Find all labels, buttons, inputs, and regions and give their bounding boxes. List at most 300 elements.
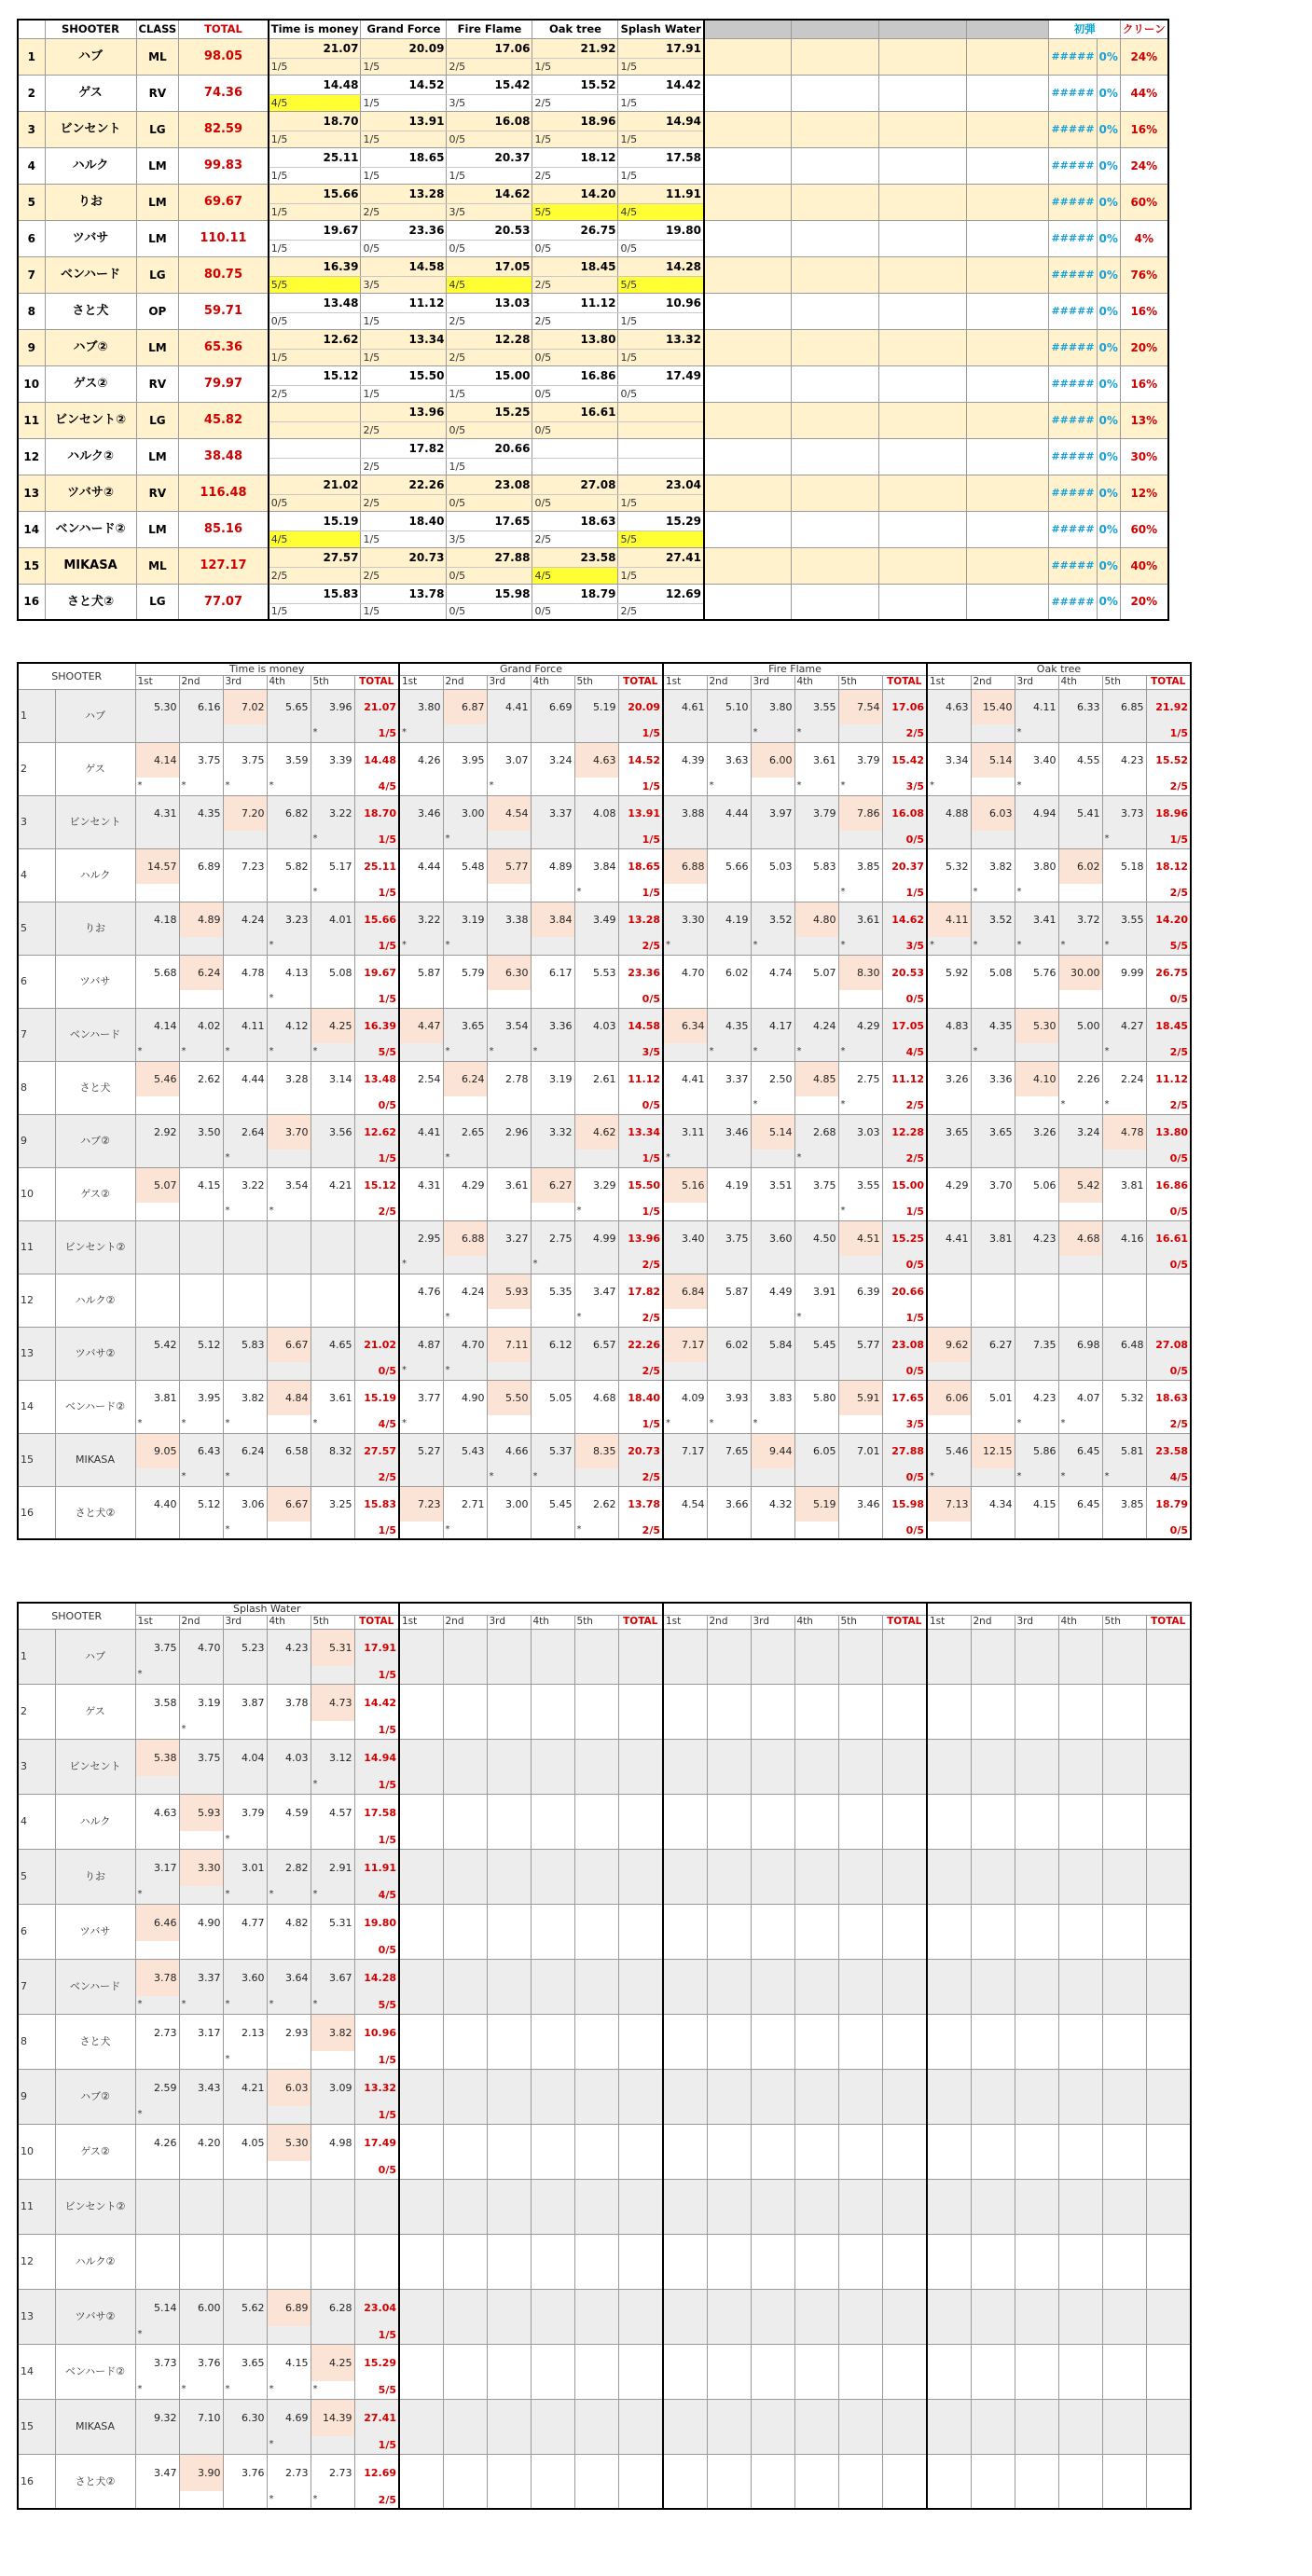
blank-cell: [967, 511, 1049, 547]
shot-time: [707, 2014, 751, 2051]
shot-time: [794, 2069, 838, 2106]
shot-mark: [927, 1721, 971, 1739]
shot-time: 3.14: [311, 1061, 354, 1096]
shooter-name: ビンセント②: [55, 2179, 135, 2234]
shot-time: 3.03: [838, 1114, 882, 1150]
shot-mark: [1058, 1362, 1102, 1380]
stage-time: 16.08: [447, 111, 532, 131]
stage-score: [618, 1831, 663, 1849]
shot-mark: [663, 1309, 707, 1327]
shot-mark: [135, 2216, 179, 2234]
shot-time: 4.24: [443, 1274, 487, 1309]
stage-ratio: 0/5: [447, 494, 532, 511]
shot-mark: [399, 1096, 443, 1114]
shot-time: 3.46: [707, 1114, 751, 1150]
shot-mark: [531, 2216, 574, 2234]
shot-time: 6.17: [531, 955, 574, 990]
shot-time: [1015, 1959, 1058, 1996]
stage-total: 14.48: [354, 742, 399, 778]
shot-time: 5.83: [794, 848, 838, 884]
shot-time: 4.44: [707, 795, 751, 831]
shot-time: 9.44: [751, 1433, 794, 1468]
stage-time: 25.11: [269, 147, 361, 167]
stage-ratio: 1/5: [361, 312, 447, 329]
shot-mark: [179, 2436, 223, 2454]
shot-mark: [399, 2051, 443, 2069]
shot-mark: [443, 1996, 487, 2014]
shot-mark: [927, 1309, 971, 1327]
stage-time: 23.58: [532, 547, 618, 567]
shot-mark: *: [1015, 724, 1058, 742]
shot-time: 6.45: [1058, 1433, 1102, 1468]
stage-score: 1/5: [354, 1831, 399, 1849]
summary-row: [18, 256, 1168, 276]
stage-ratio: 4/5: [269, 530, 361, 547]
shot-time: 6.67: [267, 1486, 311, 1522]
shot-time: [1058, 1274, 1102, 1309]
stage-score: [618, 1941, 663, 1959]
shot-mark: *: [838, 778, 882, 795]
shot-mark: [179, 1256, 223, 1274]
shot-mark: [223, 937, 267, 955]
shot-mark: [223, 1666, 267, 1684]
shot-mark: [794, 1256, 838, 1274]
shot-time: 14.39: [311, 2399, 354, 2436]
shot-mark: [179, 2271, 223, 2289]
shot-mark: [751, 2326, 794, 2344]
stage-total: [1146, 1849, 1191, 1886]
shot-mark: [838, 1362, 882, 1380]
shot-mark: [1058, 1203, 1102, 1220]
stage-time: 22.26: [361, 475, 447, 494]
stage-time: 12.69: [618, 584, 704, 603]
shot-mark: [794, 1415, 838, 1433]
shot-time: [267, 1220, 311, 1256]
header-shot: 2nd: [707, 1615, 751, 1629]
stage-ratio: 0/5: [447, 603, 532, 620]
shot-mark: [135, 831, 179, 848]
shot-mark: [135, 1256, 179, 1274]
row-number: 9: [18, 329, 45, 365]
stage-total: [354, 1220, 399, 1256]
shot-time: [927, 2344, 971, 2381]
shooter-name: さと犬: [55, 1061, 135, 1114]
first-shot-percent: 0%: [1097, 293, 1120, 329]
shot-time: 7.54: [838, 689, 882, 724]
shot-mark: [487, 1203, 531, 1220]
shot-mark: *: [443, 1043, 487, 1061]
shot-time: 3.59: [267, 742, 311, 778]
stage-score: 0/5: [882, 1362, 927, 1380]
blank-cell: [704, 402, 792, 438]
shot-mark: [399, 1831, 443, 1849]
shot-time: 3.24: [531, 742, 574, 778]
stage-total: 14.52: [618, 742, 663, 778]
shot-time: [531, 2454, 574, 2491]
shot-mark: [971, 2271, 1015, 2289]
shot-time: 5.05: [531, 1380, 574, 1415]
stage-score: 0/5: [618, 1096, 663, 1114]
stage-ratio: 0/5: [447, 567, 532, 584]
shot-mark: *: [223, 1831, 267, 1849]
hash-value: #####: [1049, 402, 1097, 438]
shot-time: 4.16: [1102, 1220, 1146, 1256]
stage-total: 14.20: [1146, 902, 1191, 937]
shot-mark: [531, 2326, 574, 2344]
shooter-name: ツバサ②: [55, 2289, 135, 2344]
blank-cell: [704, 475, 792, 511]
shooter-name: ハルク②: [55, 1274, 135, 1327]
total-time: 99.83: [179, 147, 269, 184]
shot-mark: [223, 1721, 267, 1739]
shot-time: [443, 2124, 487, 2161]
shot-mark: [1102, 724, 1146, 742]
shot-time: 4.47: [399, 1008, 443, 1043]
shot-mark: *: [267, 2381, 311, 2399]
shot-time: [1102, 2124, 1146, 2161]
shot-time: 3.80: [1015, 848, 1058, 884]
stage-total: 17.91: [354, 1629, 399, 1666]
stage-score: [1146, 1996, 1191, 2014]
shot-mark: [179, 1309, 223, 1327]
shot-mark: [971, 1309, 1015, 1327]
stage-time: 15.12: [269, 365, 361, 385]
row-number: 12: [18, 2234, 55, 2289]
shot-time: 3.01: [223, 1849, 267, 1886]
shot-time: [531, 1739, 574, 1776]
stage-total: 14.94: [354, 1739, 399, 1776]
shot-mark: [574, 1831, 618, 1849]
header-shot: 4th: [267, 675, 311, 689]
shot-time: [443, 1629, 487, 1666]
shot-time: 3.26: [927, 1061, 971, 1096]
header-shot: 5th: [838, 675, 882, 689]
shot-time: 5.08: [971, 955, 1015, 990]
shot-time: [223, 2179, 267, 2216]
stage-score: 1/5: [618, 831, 663, 848]
shot-time: [574, 2069, 618, 2106]
shot-mark: [794, 937, 838, 955]
stage-score: [618, 2051, 663, 2069]
clean-percent: 30%: [1120, 438, 1167, 475]
shot-mark: [443, 778, 487, 795]
stage-score: 2/5: [1146, 778, 1191, 795]
row-number: 13: [18, 2289, 55, 2344]
shot-mark: [531, 2051, 574, 2069]
shot-time: 6.16: [179, 689, 223, 724]
shot-mark: [707, 2381, 751, 2399]
hash-value: #####: [1049, 365, 1097, 402]
shot-time: [1102, 2454, 1146, 2491]
stage-score: 3/5: [882, 778, 927, 795]
shot-mark: *: [311, 831, 354, 848]
shot-time: 3.22: [223, 1167, 267, 1203]
header-shot: 2nd: [971, 675, 1015, 689]
shot-mark: *: [971, 1043, 1015, 1061]
stage-time: 18.40: [361, 511, 447, 530]
stage-score: [618, 2106, 663, 2124]
shot-mark: [927, 2106, 971, 2124]
shot-time: [399, 1684, 443, 1721]
shot-mark: [971, 990, 1015, 1008]
shot-mark: *: [311, 2491, 354, 2509]
shot-time: [838, 2344, 882, 2381]
shooter-class: RV: [136, 75, 179, 111]
stage-score: [1146, 2491, 1191, 2509]
shot-mark: *: [311, 724, 354, 742]
stage-total: [882, 2014, 927, 2051]
blank-cell: [704, 220, 792, 256]
shot-mark: [1102, 1941, 1146, 1959]
shot-time: [487, 1959, 531, 1996]
stage-time: 14.62: [447, 184, 532, 203]
hash-value: #####: [1049, 75, 1097, 111]
header-stage-group: Time is money: [135, 663, 399, 675]
shot-time: 4.87: [399, 1327, 443, 1362]
shot-time: [971, 2454, 1015, 2491]
row-number: 10: [18, 365, 45, 402]
shooter-name: ベンハード②: [45, 511, 136, 547]
shot-time: 4.89: [531, 848, 574, 884]
shot-mark: [1015, 1362, 1058, 1380]
summary-row: [18, 220, 1168, 240]
stage-score: 1/5: [1146, 831, 1191, 848]
shot-mark: [443, 2106, 487, 2124]
shot-mark: [751, 2161, 794, 2179]
stage-score: [882, 2381, 927, 2399]
shot-time: 5.41: [1058, 795, 1102, 831]
stage-score: [618, 2216, 663, 2234]
shot-time: 3.11: [663, 1114, 707, 1150]
row-number: 14: [18, 2344, 55, 2399]
stage-total: [354, 2234, 399, 2271]
blank-cell: [967, 184, 1049, 220]
shot-mark: [574, 990, 618, 1008]
shooter-name: りお: [55, 902, 135, 955]
stage-ratio: 1/5: [447, 385, 532, 402]
shot-mark: [707, 1941, 751, 1959]
shot-time: 3.65: [971, 1114, 1015, 1150]
shot-time: 4.35: [971, 1008, 1015, 1043]
shot-mark: [487, 1150, 531, 1167]
shot-time: [1058, 2454, 1102, 2491]
shot-mark: [1058, 1996, 1102, 2014]
shot-time: [751, 1739, 794, 1776]
shot-time: 5.01: [971, 1380, 1015, 1415]
shot-mark: [971, 1666, 1015, 1684]
shot-time: 3.79: [223, 1794, 267, 1831]
shot-time: 5.07: [135, 1167, 179, 1203]
row-number: 13: [18, 475, 45, 511]
shot-mark: [971, 2161, 1015, 2179]
shot-mark: [1058, 1666, 1102, 1684]
shot-mark: [443, 1096, 487, 1114]
shooter-name: ゲス: [55, 742, 135, 795]
shot-time: 6.88: [443, 1220, 487, 1256]
shot-time: 4.94: [1015, 795, 1058, 831]
detail-row: [18, 848, 1191, 884]
shot-time: 6.98: [1058, 1327, 1102, 1362]
shot-mark: [179, 1362, 223, 1380]
stage-time: 15.19: [269, 511, 361, 530]
stage-total: [882, 2179, 927, 2216]
shot-mark: [487, 2436, 531, 2454]
blank-cell: [879, 402, 967, 438]
header-shot: 2nd: [179, 675, 223, 689]
shot-time: 9.99: [1102, 955, 1146, 990]
shot-time: 4.15: [179, 1167, 223, 1203]
shot-mark: *: [135, 2381, 179, 2399]
shot-mark: [399, 1776, 443, 1794]
clean-percent: 16%: [1120, 365, 1167, 402]
shot-time: [1102, 1274, 1146, 1309]
first-shot-percent: 0%: [1097, 38, 1120, 75]
shot-mark: *: [487, 1043, 531, 1061]
shooter-name: ツバサ: [55, 955, 135, 1008]
header-shot: 3rd: [751, 675, 794, 689]
shot-mark: [971, 1150, 1015, 1167]
shot-time: [971, 1629, 1015, 1666]
stage-total: 15.19: [354, 1380, 399, 1415]
shot-time: 6.02: [707, 955, 751, 990]
clean-percent: 60%: [1120, 184, 1167, 220]
stage-total: 17.06: [882, 689, 927, 724]
shot-time: 3.84: [574, 848, 618, 884]
header-shot: 1st: [135, 1615, 179, 1629]
shot-time: [574, 1849, 618, 1886]
stage-time: 18.12: [532, 147, 618, 167]
shot-time: 3.29: [574, 1167, 618, 1203]
shot-time: 6.89: [179, 848, 223, 884]
shot-mark: [1058, 2381, 1102, 2399]
shot-time: 2.73: [267, 2454, 311, 2491]
shot-time: 4.24: [794, 1008, 838, 1043]
shot-mark: [707, 937, 751, 955]
row-number: 4: [18, 1794, 55, 1849]
shot-mark: [135, 1096, 179, 1114]
shot-mark: *: [443, 1309, 487, 1327]
stage-score: 2/5: [882, 1150, 927, 1167]
shooter-class: LM: [136, 147, 179, 184]
shot-mark: [399, 1941, 443, 1959]
shot-mark: *: [267, 1043, 311, 1061]
shot-time: 5.48: [443, 848, 487, 884]
stage-score: [618, 2436, 663, 2454]
shot-time: [971, 2289, 1015, 2326]
blank-cell: [704, 438, 792, 475]
stage-total: 17.49: [354, 2124, 399, 2161]
stage-time: 13.28: [361, 184, 447, 203]
stage-score: 1/5: [354, 2106, 399, 2124]
shot-mark: [223, 1096, 267, 1114]
shot-time: 5.12: [179, 1327, 223, 1362]
shot-mark: [1015, 1522, 1058, 1539]
shot-mark: [311, 778, 354, 795]
shot-time: 4.19: [707, 1167, 751, 1203]
stage-time: 11.91: [618, 184, 704, 203]
shot-mark: [1015, 1886, 1058, 1904]
shot-time: [179, 1220, 223, 1256]
stage-total: 27.57: [354, 1433, 399, 1468]
shot-time: [707, 2234, 751, 2271]
shot-mark: [794, 2491, 838, 2509]
shooter-name: ゲス: [55, 1684, 135, 1739]
shot-mark: [1015, 990, 1058, 1008]
shot-mark: [531, 831, 574, 848]
shooter-name: ビンセント②: [45, 402, 136, 438]
shot-mark: *: [223, 1886, 267, 1904]
stage-score: 1/5: [354, 990, 399, 1008]
first-shot-percent: 0%: [1097, 475, 1120, 511]
stage-score: 1/5: [354, 831, 399, 848]
shot-time: 5.87: [399, 955, 443, 990]
row-number: 9: [18, 1114, 55, 1167]
shot-time: [1058, 2124, 1102, 2161]
shot-time: 4.23: [1015, 1220, 1058, 1256]
shot-time: 2.73: [135, 2014, 179, 2051]
shot-time: 6.00: [179, 2289, 223, 2326]
shot-mark: [267, 1150, 311, 1167]
shot-mark: [838, 1150, 882, 1167]
shot-time: [927, 1904, 971, 1941]
detail-row: [18, 1794, 1191, 1831]
shot-mark: [311, 1362, 354, 1380]
shot-mark: [574, 778, 618, 795]
shot-mark: [1058, 1150, 1102, 1167]
shooter-name: ビンセント: [55, 795, 135, 848]
shot-mark: [707, 1522, 751, 1539]
stage-ratio: 3/5: [447, 530, 532, 547]
shot-time: 2.78: [487, 1061, 531, 1096]
shot-mark: [707, 1256, 751, 1274]
summary-table: [17, 19, 1169, 621]
stage-total: 15.29: [354, 2344, 399, 2381]
shot-mark: [1058, 1941, 1102, 1959]
shot-time: 4.26: [135, 2124, 179, 2161]
stage-total: 13.91: [618, 795, 663, 831]
blank-cell: [792, 329, 879, 365]
shot-mark: [1058, 1776, 1102, 1794]
detail-row: [18, 689, 1191, 724]
shot-mark: [487, 1415, 531, 1433]
shot-mark: [794, 884, 838, 902]
stage-time: 17.49: [618, 365, 704, 385]
shot-mark: *: [1015, 778, 1058, 795]
header-empty: [704, 20, 792, 38]
shot-time: [487, 2069, 531, 2106]
stage-score: [1146, 1941, 1191, 1959]
shot-time: [794, 2454, 838, 2491]
stage-score: 1/5: [354, 1522, 399, 1539]
detail-row: [18, 1849, 1191, 1886]
shot-mark: [794, 2106, 838, 2124]
shot-time: 5.14: [135, 2289, 179, 2326]
detail-row: [18, 1220, 1191, 1256]
shot-time: 3.12: [311, 1739, 354, 1776]
shot-mark: [751, 2271, 794, 2289]
shot-time: 4.17: [751, 1008, 794, 1043]
shot-time: 4.77: [223, 1904, 267, 1941]
detail-row: [18, 2344, 1191, 2381]
shot-mark: [707, 1831, 751, 1849]
shot-time: [794, 2124, 838, 2161]
stage-total: 23.08: [882, 1327, 927, 1362]
shot-mark: *: [267, 1996, 311, 2014]
stage-time: 17.91: [618, 38, 704, 58]
hash-value: #####: [1049, 147, 1097, 184]
shot-time: 3.63: [707, 742, 751, 778]
stage-time: 15.29: [618, 511, 704, 530]
